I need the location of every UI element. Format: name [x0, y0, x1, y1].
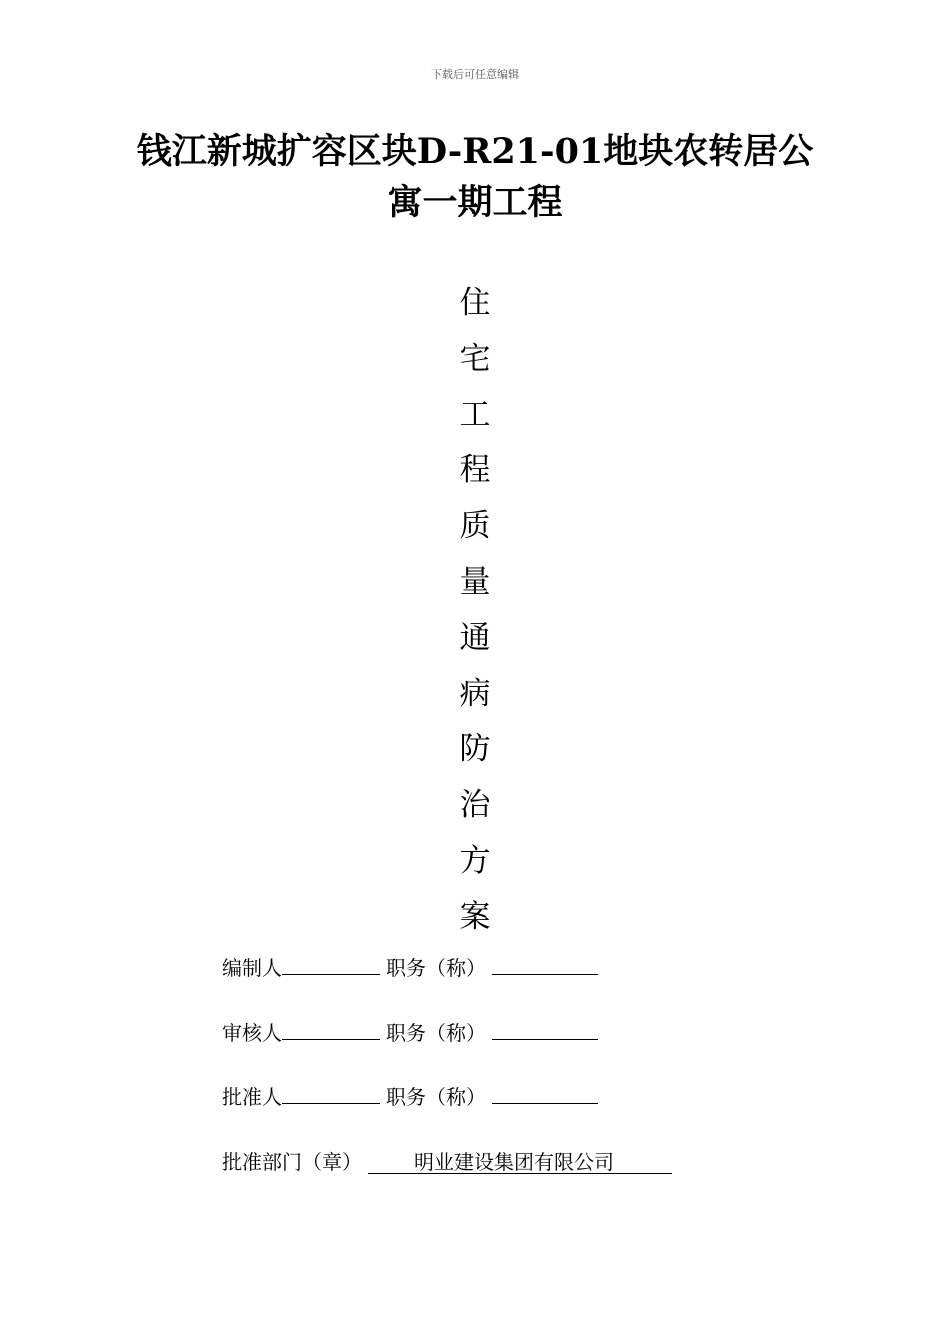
subtitle-char: 宅	[459, 340, 491, 377]
approver-position-label: 职务（称）	[386, 1085, 486, 1109]
document-title-line-2: 寓一期工程	[387, 182, 563, 223]
compiler-position-blank[interactable]	[492, 954, 598, 975]
approver-label: 批准人	[222, 1085, 282, 1109]
header-note: 下载后可任意编辑	[431, 68, 519, 81]
subtitle-char: 住	[459, 285, 491, 321]
subtitle-char: 案	[459, 898, 491, 935]
subtitle-char: 治	[459, 787, 491, 824]
subtitle-char: 程	[459, 452, 491, 489]
reviewer-label: 审核人	[222, 1020, 282, 1045]
vertical-subtitle	[445, 276, 505, 946]
document-title-line-1: 钱江新城扩容区块D-R21-01地块农转居公	[136, 131, 814, 172]
approver-blank[interactable]	[282, 1083, 380, 1104]
compiler-blank[interactable]	[282, 954, 380, 975]
compiler-row	[222, 946, 742, 1011]
subtitle-char: 方	[459, 842, 491, 879]
compiler-label: 编制人	[222, 956, 282, 980]
reviewer-blank[interactable]	[282, 1019, 380, 1040]
subtitle-char: 工	[459, 396, 491, 433]
reviewer-position-label: 职务（称）	[386, 1020, 486, 1045]
dept-value: 明业建设集团有限公司	[368, 1151, 672, 1174]
approver-row	[222, 1075, 742, 1140]
subtitle-char: 通	[459, 619, 491, 656]
signature-block	[222, 946, 742, 1204]
dept-row	[222, 1140, 742, 1205]
reviewer-position-blank[interactable]	[492, 1019, 598, 1040]
document-title	[60, 126, 890, 228]
compiler-position-label: 职务（称）	[386, 956, 486, 980]
subtitle-char: 病	[459, 675, 491, 712]
subtitle-char: 量	[459, 563, 491, 600]
approver-position-blank[interactable]	[492, 1083, 598, 1104]
reviewer-row	[222, 1011, 742, 1076]
subtitle-char: 质	[459, 508, 491, 545]
dept-label: 批准部门（章）	[222, 1149, 362, 1174]
subtitle-char: 防	[459, 731, 491, 768]
